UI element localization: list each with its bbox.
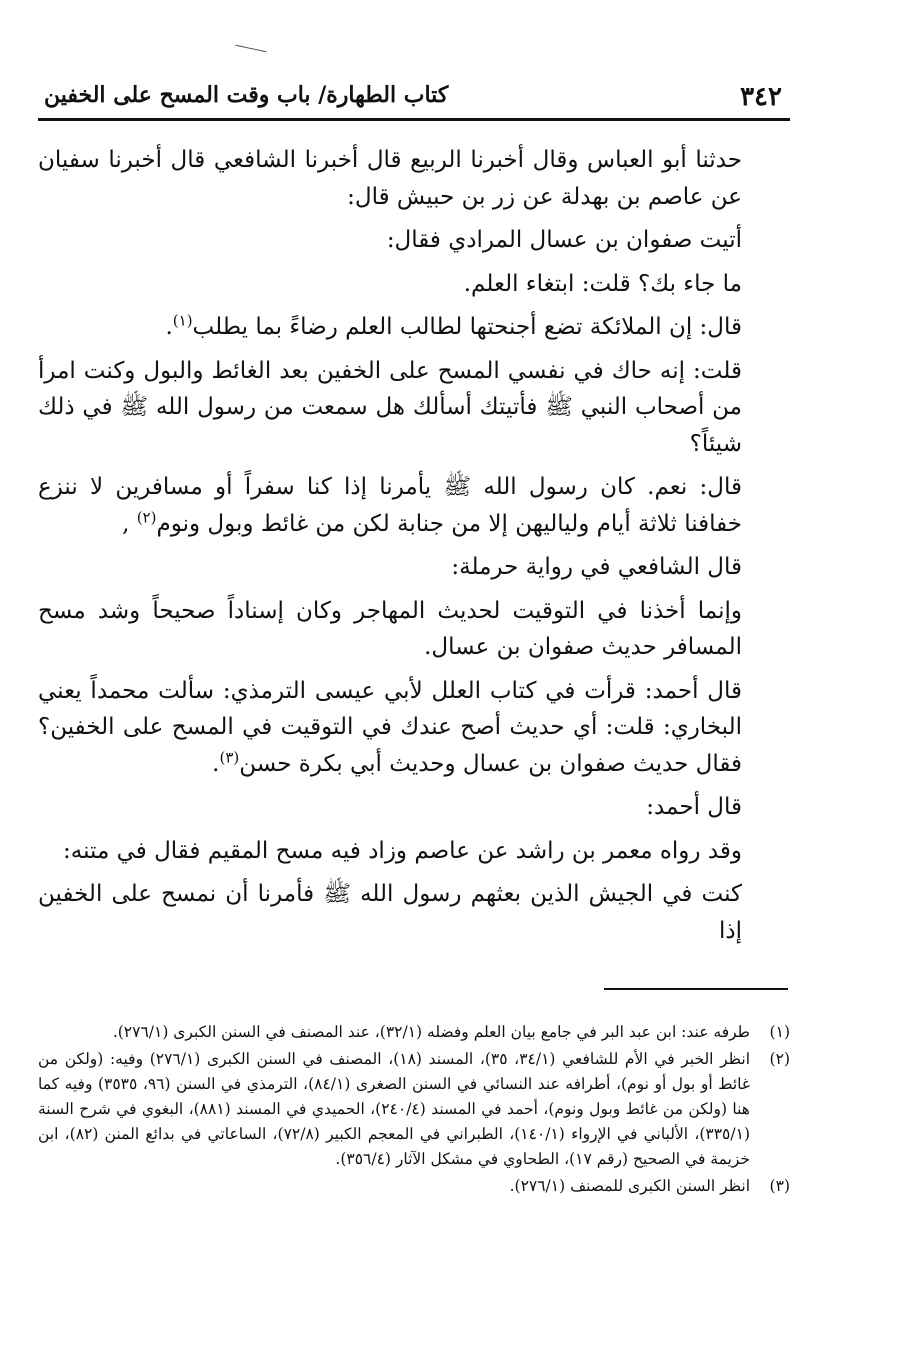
paragraph-safwan	[38, 222, 790, 259]
footnote-divider	[604, 988, 788, 990]
page-number: ٣٤٢	[740, 82, 782, 112]
paragraph-text: حدثنا أبو العباس وقال أخبرنا الربيع قال أخبرنا الشافعي قال أخبرنا سفيان عن عاصم بن بهدلة عن زر بن حبيش قال:	[38, 147, 742, 210]
paragraph-isnad	[38, 142, 790, 215]
paragraph-text: قال: نعم. كان رسول الله ﷺ يأمرنا إذا كنا سفراً أو مسافرين لا ننزع خفافنا ثلاثة أيام ولياليهن إلا من جنابة لكن من غائط وبول ونوم	[38, 474, 742, 537]
paragraph-text: وقد رواه معمر بن راشد عن عاصم وزاد فيه مسح المقيم فقال في متنه:	[63, 837, 742, 864]
footnote-text: انظر الخبر في الأم للشافعي (٣٤/١، ٣٥)، المسند (١٨)، المصنف في السنن الكبرى (٢٧٦/١) وفيه: (ولكن من غائط أو بول أو نوم)، أطرافه عند النسائي في السنن الصغرى (٨٤/١)، الترمذي في السنن (٩٦، ٣٥٣٥) وفيه كما هنا (ولكن من غائط وبول ونوم)، أحمد في المسند (٢٤٠/٤)، الحميدي في المسند (٨٨١)، البغوي في شرح السنة (٣٣٥/١)، الألباني في الإرواء (١٤٠/١)، الطبراني في المعجم الكبير (٧٢/٨)، الساعاتي في بدائع المنن (٨٢)، ابن خزيمة في الصحيح (رقم ١٧)، الطحاوي في مشكل الآثار (٣٥٦/٤).	[38, 1050, 751, 1168]
footnote-1	[38, 1020, 790, 1045]
paragraph-ahmad	[38, 789, 790, 826]
footnote-2	[38, 1047, 790, 1172]
paragraph-ahmad-tirmidhi	[38, 673, 790, 783]
footnotes	[38, 1020, 790, 1201]
paragraph-shafii	[38, 549, 790, 586]
footnote-number: (١)	[769, 1023, 790, 1041]
paragraph-text: أتيت صفوان بن عسال المرادي فقال:	[386, 227, 742, 253]
main-text	[38, 142, 790, 956]
paragraph-text: ما جاء بك؟ قلت: ابتغاء العلم.	[463, 270, 742, 297]
paragraph-text: كنت في الجيش الذين بعثهم رسول الله ﷺ فأمرنا أن نمسح على الخفين إذا	[38, 881, 742, 944]
paragraph-text: قال: إن الملائكة تضع أجنحتها لطالب العلم رضاءً بما يطلب	[192, 314, 742, 340]
paragraph-army	[38, 876, 790, 949]
paragraph-mamar	[38, 833, 790, 870]
footnote-number: (٣)	[769, 1177, 790, 1195]
page-header	[38, 68, 790, 121]
paragraph-text: قال أحمد:	[646, 794, 742, 820]
footnote-text: انظر السنن الكبرى للمصنف (٢٧٦/١).	[509, 1177, 750, 1195]
footnote-text: طرفه عند: ابن عبد البر في جامع بيان العلم وفضله (٣٢/١)، عند المصنف في السنن الكبرى (٢٧٦/١).	[112, 1023, 750, 1041]
paragraph-text: وإنما أخذنا في التوقيت لحديث المهاجر وكان إسناداً صحيحاً وشد مسح المسافر حديث صفوان بن عسال.	[38, 597, 742, 660]
header-mark	[235, 45, 267, 53]
footnote-3	[38, 1174, 790, 1199]
paragraph-masah-question	[38, 353, 790, 463]
footnote-ref-1[interactable]: (١)	[172, 311, 193, 330]
paragraph-text: قال الشافعي في رواية حرملة:	[451, 554, 742, 580]
paragraph-end: .	[165, 314, 173, 340]
paragraph-angels	[38, 309, 790, 346]
paragraph-text: قال أحمد: قرأت في كتاب العلل لأبي عيسى الترمذي: سألت محمداً يعني البخاري: قلت: أي حديث أصح عندك في التوقيت في المسح على الخفين؟ فقال حديث صفوان بن عسال وحديث أبي بكرة حسن	[38, 677, 742, 777]
running-title: كتاب الطهارة/ باب وقت المسح على الخفين	[44, 82, 449, 108]
paragraph-end: .	[212, 750, 220, 777]
paragraph-tawqit	[38, 593, 790, 666]
footnote-ref-2[interactable]: (٢)	[136, 507, 157, 526]
paragraph-question	[38, 266, 790, 303]
paragraph-end: ,	[122, 510, 137, 537]
paragraph-text: قلت: إنه حاك في نفسي المسح على الخفين بعد الغائط والبول وكنت امرأ من أصحاب النبي ﷺ فأتيتك أسألك هل سمعت من رسول الله ﷺ في ذلك شيئاً؟	[38, 357, 742, 457]
footnote-number: (٢)	[769, 1050, 790, 1068]
footnote-ref-3[interactable]: (٣)	[219, 747, 240, 766]
paragraph-answer	[38, 469, 790, 542]
